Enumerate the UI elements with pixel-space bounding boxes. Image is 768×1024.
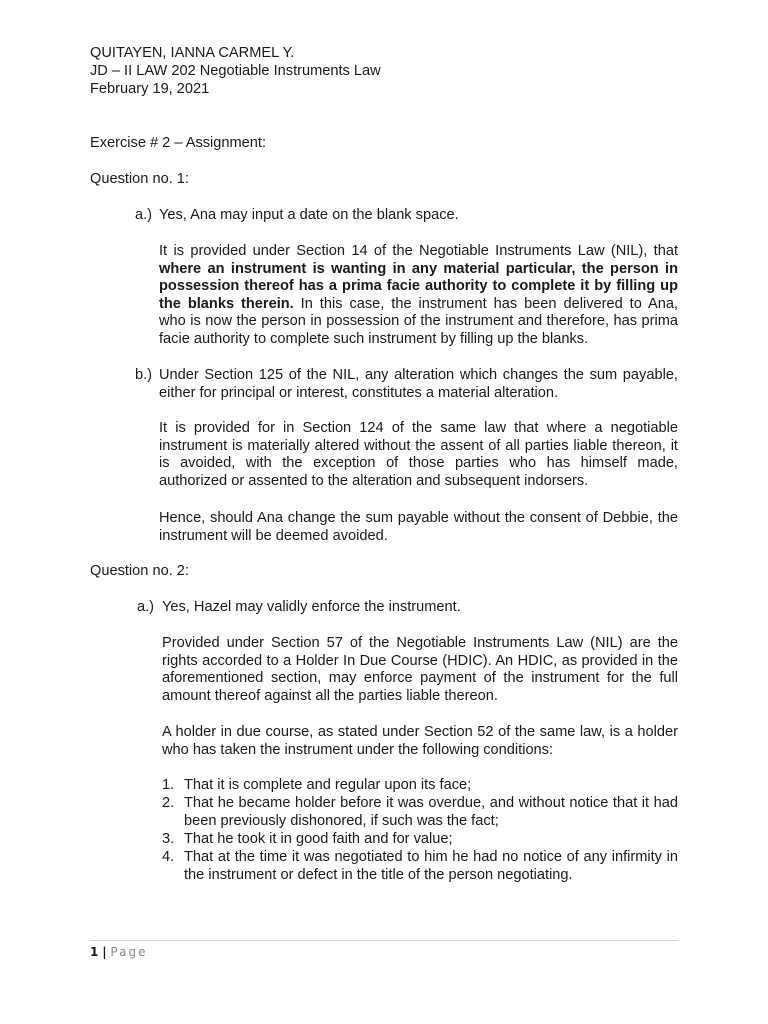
page-label: Page <box>110 945 148 959</box>
list-item-number: 3. <box>162 831 175 847</box>
answer-line: either for principal or interest, constitutes a material alteration. <box>159 384 559 401</box>
quoted-provision-line: possession thereof has a prima facie authority to complete it by filling up <box>159 278 678 295</box>
question-1-b-label: b.) <box>135 367 153 383</box>
footer-divider <box>90 940 678 941</box>
document-date: February 19, 2021 <box>90 81 210 97</box>
list-item-number: 2. <box>162 795 175 811</box>
page-footer <box>90 944 147 962</box>
question-1-b-explanation: It is provided for in Section 124 of the same law that where a negotiable instrument is materially altered without the assent of all parties liable thereon, it is avoided, with the exception of those parties who has himself made, authorized or assented to the alteration and subsequent indorsers. <box>159 420 678 489</box>
question-1-a-explanation <box>159 243 678 349</box>
list-item-number: 1. <box>162 777 175 793</box>
exercise-title: Exercise # 2 – Assignment: <box>90 135 267 151</box>
question-2-heading: Question no. 2: <box>90 563 189 579</box>
quoted-provision-line: where an instrument is wanting in any material particular, the person in <box>159 260 678 277</box>
list-item <box>162 777 678 795</box>
list-item <box>162 849 678 885</box>
question-2-a-explanation: Provided under Section 57 of the Negotiable Instruments Law (NIL) are the rights accorded to a Holder In Due Course (HDIC). An HDIC, as provided in the aforementioned section, may enforce payment of the instrument for the full amount thereof against all the parties liable thereon. <box>162 635 678 704</box>
list-item-text: That it is complete and regular upon its face; <box>184 777 472 793</box>
list-item-number: 4. <box>162 849 175 865</box>
question-1-heading: Question no. 1: <box>90 171 189 187</box>
conditions-list <box>162 777 678 885</box>
explanation-line: who is now the person in possession of the instrument and therefore, has prima <box>159 313 678 330</box>
question-1-b-conclusion: Hence, should Ana change the sum payable without the consent of Debbie, the instrument will be deemed avoided. <box>159 510 678 544</box>
page-number: 1 <box>90 945 99 959</box>
question-2-a-label: a.) <box>137 599 155 615</box>
holder-in-due-course-definition: A holder in due course, as stated under Section 52 of the same law, is a holder who has taken the instrument under the following conditions: <box>162 724 678 758</box>
quoted-provision-line: the blanks therein. <box>159 295 294 312</box>
explanation-line: It is provided under Section 14 of the Negotiable Instruments Law (NIL), that <box>159 243 678 259</box>
list-item-text: That he became holder before it was overdue, and without notice that it had been previously dishonored, if such was the fact; <box>184 795 678 829</box>
answer-line: Under Section 125 of the NIL, any alteration which changes the sum payable, <box>159 367 678 383</box>
explanation-line: In this case, the instrument has been delivered to Ana, <box>293 295 678 312</box>
question-1-b-answer <box>159 367 678 402</box>
course-title: JD – II LAW 202 Negotiable Instruments Law <box>90 63 381 79</box>
question-1-a-label: a.) <box>135 207 153 223</box>
author-name: QUITAYEN, IANNA CARMEL Y. <box>90 45 295 61</box>
question-2-a-answer: Yes, Hazel may validly enforce the instrument. <box>162 599 461 615</box>
list-item-text: That at the time it was negotiated to him he had no notice of any infirmity in the instrument or defect in the title of the person negotiating. <box>184 849 678 883</box>
question-1-a-answer: Yes, Ana may input a date on the blank space. <box>159 207 459 223</box>
list-item <box>162 831 678 849</box>
footer-separator: | <box>102 945 107 959</box>
explanation-line: facie authority to complete such instrument by filling up the blanks. <box>159 330 589 347</box>
list-item-text: That he took it in good faith and for value; <box>184 831 453 847</box>
document-header <box>90 45 690 99</box>
list-item <box>162 795 678 831</box>
